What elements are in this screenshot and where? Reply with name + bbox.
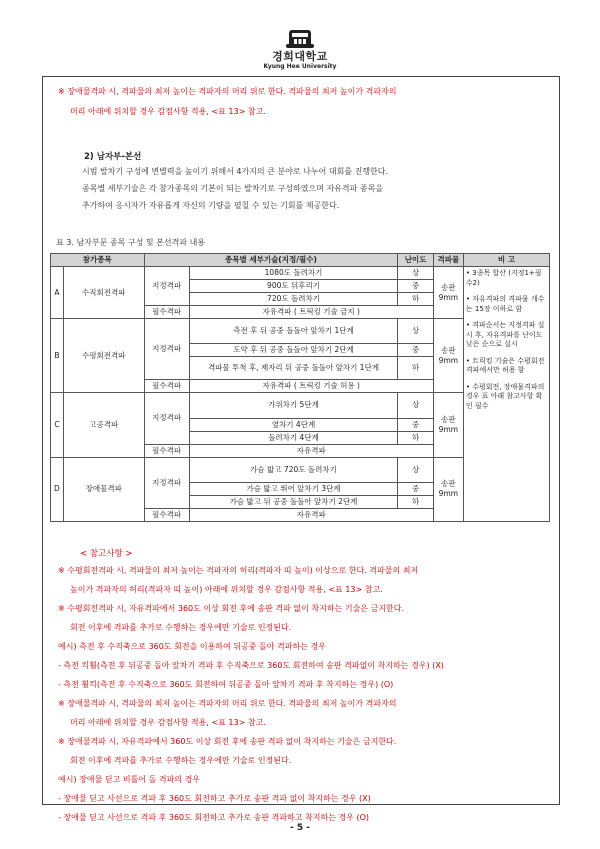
level-cell: 하 bbox=[398, 293, 433, 306]
skill-cell: 가슴 밟고 720도 돌려차기 bbox=[189, 457, 398, 482]
reference-line: 회전 이후에 격파를 추가로 수행하는 경우에만 기술로 인정된다. bbox=[70, 756, 292, 765]
section-paragraph-line: 종목별 세부기술은 각 참가종목의 기본이 되는 발차기로 구성하였으며 자유격파 종목을 bbox=[82, 184, 384, 193]
required-skill-cell: 자유격파 ( 트릭킹 기술 허용 ) bbox=[189, 380, 433, 393]
level-cell: 상 bbox=[398, 267, 433, 280]
designated-label: 지정격파 bbox=[144, 457, 189, 508]
material-cell: 송판 9mm bbox=[433, 393, 463, 457]
reference-line: ※ 수평회전격파 시, 격파물의 최저 높이는 격파자의 허리(격파자 띠 높이) 이상으로 한다. 격파물의 최저 bbox=[58, 566, 419, 575]
reference-line: - 측전 킥휠(측전 후 뒤공중 돌아 앞차기 격파 후 수직축으로 360도 회전하여 송판 격파없이 착지하는 경우) (X) bbox=[58, 661, 444, 670]
skill-cell: 가위차기 5단계 bbox=[189, 393, 398, 418]
header-remarks: 비 고 bbox=[463, 254, 549, 267]
reference-line: ※ 장애물격파 시, 격파물의 최저 높이는 격파자의 머리 위로 한다. 격파물의 최저 높이가 격파자의 bbox=[58, 699, 397, 708]
skill-cell: 1080도 돌려차기 bbox=[189, 267, 398, 280]
level-cell: 상 bbox=[398, 319, 433, 344]
table-caption: 표 3. 남자부문 종목 구성 및 본선격파 내용 bbox=[56, 238, 206, 247]
remark-item: • 3종목 합산 (지정1+필수2) bbox=[465, 269, 542, 287]
skill-cell: 도약 후 뒤 공중 돌돌아 앞차기 2단계 bbox=[189, 344, 398, 357]
level-cell: 상 bbox=[398, 393, 433, 418]
kyunghee-seal-icon bbox=[286, 28, 314, 50]
reference-line: 예시) 측전 후 수직축으로 360도 회전을 이용하여 뒤공중 돌아 격파하는 경우 bbox=[58, 642, 326, 651]
material-cell: 송판 9mm bbox=[433, 457, 463, 521]
header-skills: 종목별 세부기술(지정/필수) bbox=[144, 254, 398, 267]
required-label: 필수격파 bbox=[144, 444, 189, 457]
reference-line: 높이가 격파자의 허리(격파자 띠 높이) 아래에 위치할 경우 감점사항 적용, <표 13> 참고. bbox=[70, 585, 383, 594]
reference-line: 예시) 장애물 딛고 비틀어 돌 격파의 경우 bbox=[58, 775, 201, 784]
reference-line: 머리 아래에 위치할 경우 감점사항 적용, <표 13> 참고. bbox=[70, 718, 266, 727]
required-skill-cell: 자유격파 bbox=[189, 509, 433, 522]
remarks-cell bbox=[463, 267, 549, 522]
reference-line: 회전 이후에 격파를 추가로 수행하는 경우에만 기술로 인정된다. bbox=[70, 623, 292, 632]
skill-cell: 돌려차기 4단계 bbox=[189, 431, 398, 444]
level-cell: 중 bbox=[398, 344, 433, 357]
header-material: 격파물 bbox=[433, 254, 463, 267]
reference-title: < 참고사항 > bbox=[80, 549, 133, 559]
university-logo bbox=[262, 28, 338, 70]
designated-label: 지정격파 bbox=[144, 267, 189, 306]
level-cell: 중 bbox=[398, 418, 433, 431]
reference-line: - 장애물 딛고 사선으로 격파 후 360도 회전하고 추가로 송판 격파 없이 착지하는 경우 (X) bbox=[58, 794, 371, 803]
event-letter: B bbox=[51, 319, 64, 393]
skill-cell: 가슴 밟고 뛰어 앞차기 3단계 bbox=[189, 483, 398, 496]
designated-label: 지정격파 bbox=[144, 393, 189, 444]
event-letter: C bbox=[51, 393, 64, 457]
event-letter: A bbox=[51, 267, 64, 319]
event-letter: D bbox=[51, 457, 64, 521]
skill-cell: 720도 돌려차기 bbox=[189, 293, 398, 306]
university-name-ko: 경희대학교 bbox=[272, 50, 328, 63]
event-table bbox=[50, 253, 550, 522]
top-note-line-2: 머리 아래에 위치할 경우 감점사항 적용, <표 13> 참고. bbox=[70, 107, 266, 116]
required-label: 필수격파 bbox=[144, 380, 189, 393]
section-title: 2) 남자부-본선 bbox=[84, 152, 142, 162]
required-label: 필수격파 bbox=[144, 306, 189, 319]
remark-item: • 자유격파의 격파물 개수는 15장 이하로 함 bbox=[465, 295, 545, 313]
skill-cell: 900도 뒤후리기 bbox=[189, 280, 398, 293]
reference-line: ※ 수평회전격파 시, 자유격파에서 360도 이상 회전 후에 송판 격파 없이 착지하는 기술은 금지한다. bbox=[58, 604, 405, 613]
remark-item: • 격파순서는 지정격파 실시 후, 자유격파를 난이도 낮은 순으로 실시 bbox=[465, 321, 545, 348]
remark-item: • 수평회전, 장애물격파의 경우 표 아래 참고사항 확인 필수 bbox=[465, 382, 545, 410]
level-cell: 하 bbox=[398, 496, 433, 509]
section-paragraph-line: 시범 발차기 구성에 변별력을 높이기 위해서 4가지의 큰 분야로 나누어 대회를 진행한다. bbox=[82, 167, 389, 176]
event-name: 수직회전격파 bbox=[63, 267, 144, 319]
designated-label: 지정격파 bbox=[144, 319, 189, 380]
header-difficulty: 난이도 bbox=[398, 254, 433, 267]
required-label: 필수격파 bbox=[144, 509, 189, 522]
material-cell: 송판 9mm bbox=[433, 267, 463, 319]
required-skill-cell: 자유격파 bbox=[189, 444, 433, 457]
event-name: 고공격파 bbox=[63, 393, 144, 457]
level-cell: 하 bbox=[398, 357, 433, 380]
skill-cell: 가슴 밟고 뒤 공중 돌돌아 앞차기 2단계 bbox=[189, 496, 398, 509]
section-paragraph-line: 추가하여 응시자가 자유롭게 자신의 기량을 펼칠 수 있는 기회를 제공한다. bbox=[82, 201, 340, 210]
skill-cell: 측전 후 뒤 공중 돌돌아 앞차기 1단계 bbox=[189, 319, 398, 344]
skill-cell: 옆차기 4단계 bbox=[189, 418, 398, 431]
required-skill-cell: 자유격파 ( 트릭킹 기술 금지 ) bbox=[189, 306, 433, 319]
table-header-row bbox=[51, 254, 550, 267]
university-name-en: Kyung Hee University bbox=[263, 63, 337, 70]
level-cell: 하 bbox=[398, 431, 433, 444]
header-event: 참가종목 bbox=[51, 254, 145, 267]
level-cell: 상 bbox=[398, 457, 433, 482]
remark-item: • 트릭킹 기술은 수평회전격파에서만 허용 함 bbox=[465, 356, 545, 374]
reference-line: ※ 장애물격파 시, 자유격파에서 360도 이상 회전 후에 송판 격파 없이 착지하는 기술은 금지한다. bbox=[58, 737, 397, 746]
reference-line: - 장애물 딛고 사선으로 격파 후 360도 회전하고 추가로 송판 격파하고 착지하는 경우 (O) bbox=[58, 813, 370, 822]
reference-line: - 측전 휠킥(측전 후 수직축으로 360도 회전하여 뒤공중 돌아 앞차기 격파 후 착지하는 경우) (O) bbox=[58, 680, 394, 689]
skill-cell: 격파물 투척 후, 제자리 뒤 공중 돌돌아 앞차기 1단계 bbox=[189, 357, 398, 380]
top-note-line-1: ※ 장애물격파 시, 격파물의 최저 높이는 격파자의 머리 위로 한다. 격파물의 최저 높이가 격파자의 bbox=[58, 87, 397, 96]
table-row bbox=[51, 267, 550, 280]
event-name: 장애물격파 bbox=[63, 457, 144, 521]
material-cell: 송판 9mm bbox=[433, 319, 463, 393]
level-cell: 중 bbox=[398, 483, 433, 496]
event-name: 수평회전격파 bbox=[63, 319, 144, 393]
page-number: - 5 - bbox=[290, 823, 310, 833]
level-cell: 중 bbox=[398, 280, 433, 293]
